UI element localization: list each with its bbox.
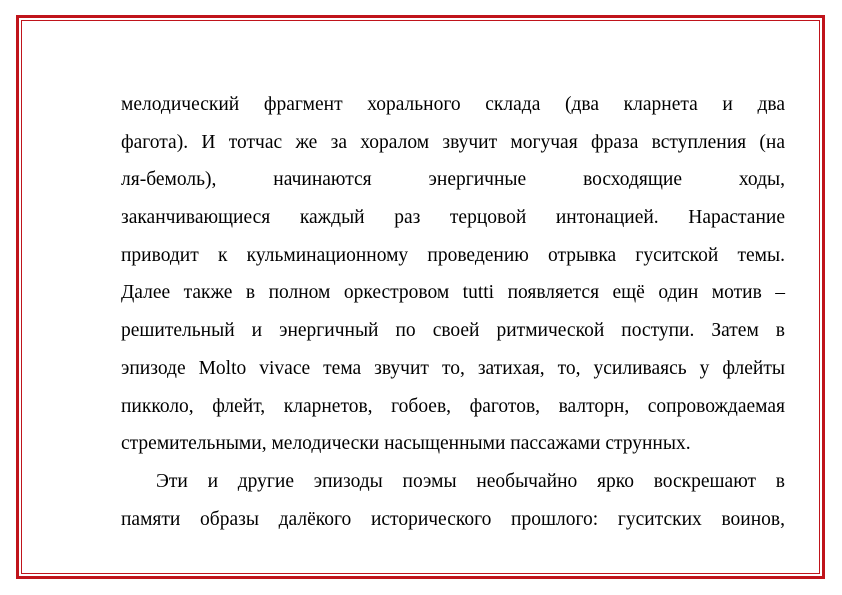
text-line: приводит к кульминационному проведению отрывка гуситской темы.: [121, 244, 785, 266]
paragraph-1: [121, 86, 785, 463]
paragraph-2: [121, 463, 785, 538]
text-line: заканчивающиеся каждый раз терцовой интонацией. Нарастание: [121, 207, 785, 229]
body-text: [121, 86, 785, 538]
text-line: ля-бемоль), начинаются энергичные восходящие ходы,: [121, 169, 785, 191]
text-line: памяти образы далёкого исторического прошлого: гуситских воинов,: [121, 508, 785, 530]
text-line: эпизоде Molto vivace тема звучит то, затихая, то, усиливаясь у флейты: [121, 357, 785, 379]
text-line: мелодический фрагмент хорального склада (два кларнета и два: [121, 94, 785, 115]
text-line: пикколо, флейт, кларнетов, гобоев, фаготов, валторн, сопровождаемая: [121, 395, 785, 417]
text-line: Эти и другие эпизоды поэмы необычайно ярко воскрешают в: [156, 470, 785, 492]
text-line: решительный и энергичный по своей ритмической поступи. Затем в: [121, 320, 785, 342]
text-line: фагота). И тотчас же за хоралом звучит могучая фраза вступления (на: [121, 131, 785, 153]
text-line: Далее также в полном оркестровом tutti появляется ещё один мотив –: [121, 282, 785, 304]
text-line: стремительными, мелодически насыщенными пассажами струнных.: [121, 433, 691, 455]
